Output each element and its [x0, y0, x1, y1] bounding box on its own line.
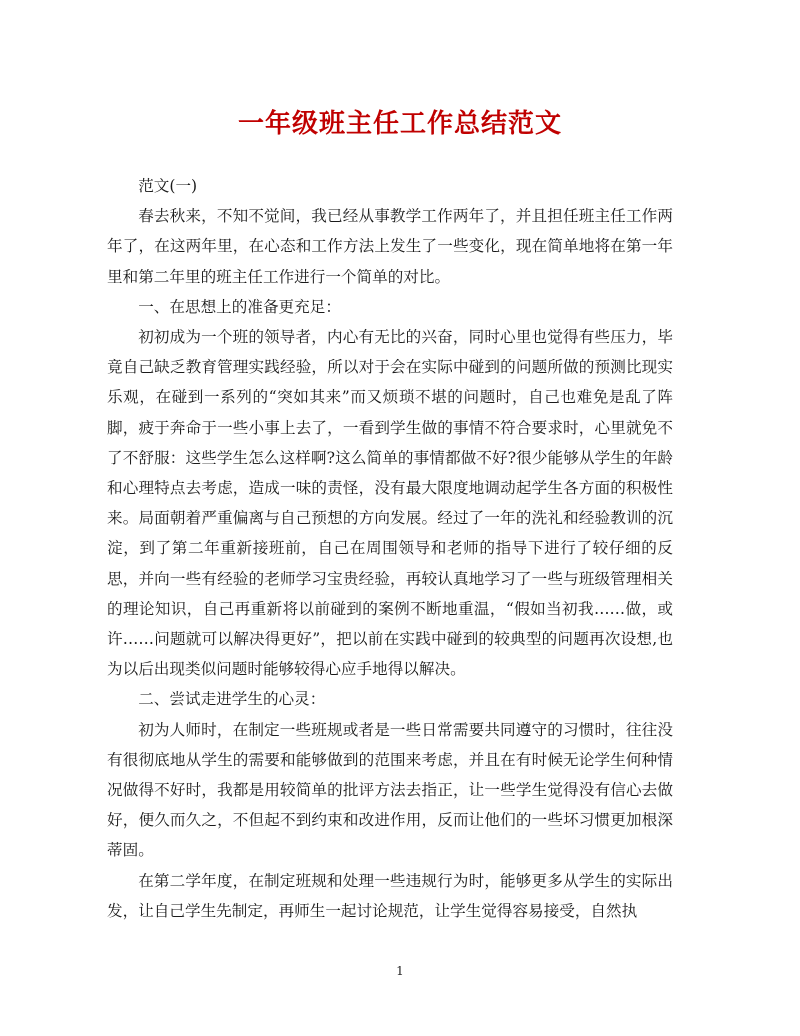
paragraph-intro: 春去秋来，不知不觉间，我已经从事教学工作两年了，并且担任班主任工作两年了，在这两年里，在心态和工作方法上发生了一些变化，现在简单地将在第一年里和第二年里的班主任工作进行一个简单的对比。 — [107, 207, 673, 286]
paragraph-sample-label: 范文(一) — [138, 177, 198, 195]
section-heading-2: 二、尝试走进学生的心灵： — [138, 690, 326, 709]
section-heading-1: 一、在思想上的准备更充足： — [138, 297, 341, 316]
document-body — [107, 171, 673, 926]
paragraph-section-2a: 初为人师时，在制定一些班规或者是一些日常需要共同遵守的习惯时，往往没有很彻底地从学生的需要和能够做到的范围来考虑，并且在有时候无论学生何种情况做得不好时，我都是用较简单的批评方法去指正，让一些学生觉得没有信心去做好，便久而久之，不但起不到约束和改进作用，反而让他们的一些坏习惯更加根深蒂固。 — [107, 720, 673, 860]
page-number: 1 — [396, 964, 404, 978]
paragraph-section-2b: 在第二学年度，在制定班规和处理一些违规行为时，能够更多从学生的实际出发，让自己学生先制定，再师生一起讨论规范，让学生觉得容易接受，自然执 — [107, 871, 673, 920]
paragraph-section-1: 初初成为一个班的领导者，内心有无比的兴奋，同时心里也觉得有些压力，毕竟自己缺乏教育管理实践经验，所以对于会在实际中碰到的问题所做的预测比现实乐观，在碰到一系列的“突如其来”而又烦琐不堪的问题时，自己也难免是乱了阵脚，疲于奔命于一些小事上去了，一看到学生做的事情不符合要求时，心里就免不了不舒服：这些学生怎么这样啊?这么简单的事情都做不好?很少能够从学生的年龄和心理特点去考虑，造成一味的责怪，没有最大限度地调动起学生各方面的积极性来。局面朝着严重偏离与自己预想的方向发展。经过了一年的洗礼和经验教训的沉淀，到了第二年重新接班前，自己在周围领导和老师的指导下进行了较仔细的反思，并向一些有经验的老师学习宝贵经验，再较认真地学习了一些与班级管理相关的理论知识，自己再重新将以前碰到的案例不断地重温，“假如当初我……做，或许……问题就可以解决得更好”，把以前在实践中碰到的较典型的问题再次设想,也为以后出现类似问题时能够较得心应手地得以解决。 — [107, 328, 673, 679]
document-title: 一年级班主任工作总结范文 — [237, 109, 562, 139]
